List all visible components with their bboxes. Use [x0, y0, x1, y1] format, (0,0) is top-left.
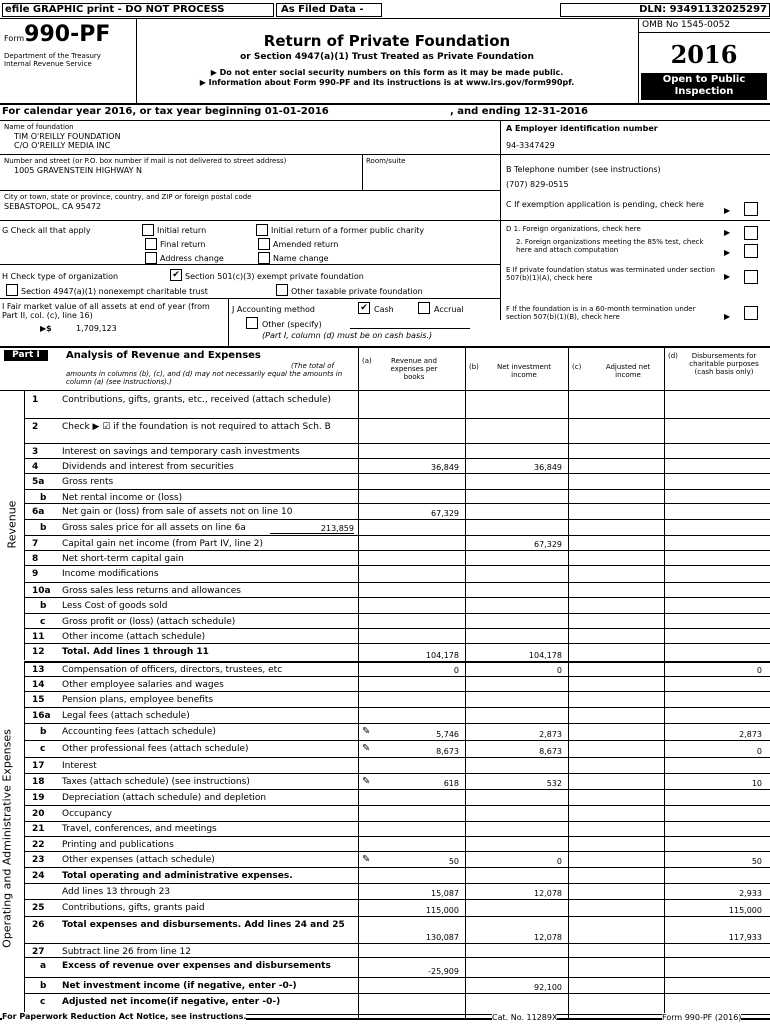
- open-to-public: Open to Public Inspection: [641, 73, 767, 100]
- fmv-arrow-icon: ▶$: [40, 324, 52, 333]
- amount-col-b: 8,673: [539, 747, 562, 756]
- e-checkbox[interactable]: [744, 270, 758, 284]
- row-divider: [24, 707, 770, 708]
- line-number: 13: [32, 665, 45, 675]
- line-number: c: [40, 997, 46, 1007]
- department: Department of the Treasury Internal Revenue Service: [4, 52, 101, 68]
- initial-return-label: Initial return: [157, 226, 207, 235]
- line-description: Adjusted net income(if negative, enter -0-): [62, 997, 281, 1007]
- row-divider: [24, 519, 770, 520]
- e-arrow-icon: ▶: [724, 272, 731, 281]
- row-divider: [24, 443, 770, 444]
- row-divider: [24, 740, 770, 741]
- line-number: 26: [32, 920, 45, 930]
- line-number: 15: [32, 695, 45, 705]
- amount-col-a: 130,087: [425, 933, 459, 942]
- cash-checkbox[interactable]: ✔: [358, 302, 370, 314]
- amount-col-d: 10: [751, 779, 762, 788]
- row-divider: [24, 789, 770, 790]
- amount-col-b: 0: [556, 666, 562, 675]
- line-description: Total expenses and disbursements. Add lines 24 and 25: [62, 920, 345, 930]
- address-change-label: Address change: [160, 254, 224, 263]
- row-divider: [24, 899, 770, 900]
- amount-col-b: 12,078: [534, 889, 562, 898]
- row-divider: [24, 957, 770, 958]
- row-divider: [24, 597, 770, 598]
- amount-col-b: 532: [546, 779, 562, 788]
- line-description: Other professional fees (attach schedule): [62, 744, 249, 754]
- cash-basis-note: (Part I, column (d) must be on cash basis.): [262, 331, 433, 340]
- line-description: Compensation of officers, directors, trustees, etc: [62, 665, 283, 675]
- line-number: 2: [32, 422, 39, 432]
- line-number: c: [40, 744, 46, 754]
- row-divider: [24, 993, 770, 994]
- other-method-checkbox[interactable]: [246, 317, 258, 329]
- line-description: Net gain or (loss) from sale of assets not on line 10: [62, 507, 293, 517]
- line-number: 7: [32, 539, 39, 549]
- name-label: Name of foundation: [4, 123, 74, 131]
- line-number: b: [40, 493, 47, 503]
- ssn-note: ▶ Do not enter social security numbers on this form as it may be made public.: [210, 68, 564, 77]
- line-description: Net short-term capital gain: [62, 554, 184, 564]
- line-number: 18: [32, 777, 45, 787]
- row-divider: [24, 916, 770, 917]
- row-divider: [24, 489, 770, 490]
- col-d-header: Disbursements for charitable purposes (cash basis only): [689, 352, 759, 376]
- amount-col-a: 8,673: [436, 747, 459, 756]
- 501c3-checkbox[interactable]: ✔: [170, 269, 182, 281]
- ein: 94-3347429: [506, 141, 555, 150]
- omb-number: OMB No 1545-0052: [642, 20, 731, 30]
- row-divider: [24, 458, 770, 459]
- line-number: 4: [32, 462, 39, 472]
- tax-year: 2016: [670, 40, 738, 69]
- other-taxable-label: Other taxable private foundation: [291, 287, 423, 296]
- line-description: Net investment income (if negative, enter -0-): [62, 981, 297, 991]
- line-number: 6a: [32, 507, 45, 517]
- expenses-side-label: Operating and Administrative Expenses: [0, 729, 14, 948]
- part-i-tag: Part I: [4, 350, 48, 361]
- line-number: 27: [32, 947, 45, 957]
- row-divider: [24, 977, 770, 978]
- amount-col-b: 104,178: [528, 651, 562, 660]
- i-label: I Fair market value of all assets at end of year (from Part II, col. (c), line 16): [2, 302, 210, 320]
- amount-col-a: 36,849: [431, 463, 459, 472]
- dln: DLN: 93491132025297: [560, 3, 770, 17]
- line-number: 22: [32, 840, 45, 850]
- d1-arrow-icon: ▶: [724, 228, 731, 237]
- line-number: 9: [32, 569, 39, 579]
- name-change-checkbox[interactable]: [258, 252, 270, 264]
- cash-label: Cash: [374, 305, 394, 314]
- accrual-checkbox[interactable]: [418, 302, 430, 314]
- line-description: Other employee salaries and wages: [62, 680, 224, 690]
- row-divider: [24, 550, 770, 551]
- efile-banner: efile GRAPHIC print - DO NOT PROCESS: [2, 3, 274, 17]
- row-divider: [24, 582, 770, 583]
- row-divider: [24, 723, 770, 724]
- line-number: c: [40, 617, 46, 627]
- street-address: 1005 GRAVENSTEIN HIGHWAY N: [14, 166, 143, 175]
- row-divider: [24, 883, 770, 884]
- amount-col-d: 2,873: [739, 730, 762, 739]
- calendar-ending: , and ending 12-31-2016: [450, 106, 588, 117]
- paperwork-notice: For Paperwork Reduction Act Notice, see instructions.: [2, 1012, 247, 1021]
- row-divider: [24, 565, 770, 566]
- line-number: 11: [32, 632, 45, 642]
- line-description: Interest on savings and temporary cash investments: [62, 447, 300, 457]
- line-number: 5a: [32, 477, 45, 487]
- line-description: Total operating and administrative expenses.: [62, 871, 293, 881]
- line-number: b: [40, 727, 47, 737]
- line-description: Depreciation (attach schedule) and depletion: [62, 793, 267, 803]
- line-number: 20: [32, 809, 45, 819]
- amended-return-label: Amended return: [273, 240, 339, 249]
- amount-col-a: 67,329: [431, 509, 459, 518]
- 501c3-label: Section 501(c)(3) exempt private foundation: [185, 272, 364, 281]
- cat-number: Cat. No. 11289X: [492, 1013, 558, 1022]
- row-divider: [24, 836, 770, 837]
- line-number: 17: [32, 761, 45, 771]
- row-divider: [24, 943, 770, 944]
- amount-col-a: 104,178: [425, 651, 459, 660]
- part-i-title: Analysis of Revenue and Expenses: [66, 350, 261, 361]
- final-return-label: Final return: [160, 240, 206, 249]
- line-description: Net rental income or (loss): [62, 493, 183, 503]
- accrual-label: Accrual: [434, 305, 464, 314]
- inline-amount: 213,859: [270, 524, 354, 534]
- other-method-label: Other (specify): [262, 320, 322, 329]
- line-number: 23: [32, 855, 45, 865]
- line-number: b: [40, 601, 47, 611]
- attachment-icon[interactable]: ✎: [362, 776, 371, 787]
- line-description: Subtract line 26 from line 12: [62, 947, 191, 957]
- line-description: Dividends and interest from securities: [62, 462, 234, 472]
- f-label: F If the foundation is in a 60-month termination under section 507(b)(1)(B), check here: [506, 305, 696, 321]
- row-divider: [24, 661, 770, 663]
- row-divider: [24, 867, 770, 868]
- initial-return-checkbox[interactable]: [142, 224, 154, 236]
- amount-col-d: 117,933: [728, 933, 762, 942]
- row-divider: [24, 691, 770, 692]
- initial-former-checkbox[interactable]: [256, 224, 268, 236]
- amount-col-d: 0: [756, 666, 762, 675]
- f-checkbox[interactable]: [744, 306, 758, 320]
- phone: (707) 829-0515: [506, 180, 569, 189]
- fmv-value: 1,709,123: [76, 324, 117, 333]
- line-description: Printing and publications: [62, 840, 174, 850]
- line-description: Less Cost of goods sold: [62, 601, 168, 611]
- amount-col-b: 36,849: [534, 463, 562, 472]
- d2-arrow-icon: ▶: [724, 248, 731, 257]
- attachment-icon[interactable]: ✎: [362, 743, 371, 754]
- c-label: C If exemption application is pending, check here: [506, 200, 704, 209]
- amount-col-b: 2,873: [539, 730, 562, 739]
- f-arrow-icon: ▶: [724, 312, 731, 321]
- amount-col-b: 12,078: [534, 933, 562, 942]
- col-c-header: Adjusted net income: [605, 363, 651, 379]
- line-description: Income modifications: [62, 569, 159, 579]
- 4947-checkbox[interactable]: [6, 284, 18, 296]
- row-divider: [24, 805, 770, 806]
- d2-label: 2. Foreign organizations meeting the 85% test, check here and attach computation: [516, 238, 704, 254]
- amount-col-b: 0: [556, 857, 562, 866]
- info-note: ▶ Information about Form 990-PF and its instructions is at www.irs.gov/form990pf.: [199, 78, 575, 87]
- name-change-label: Name change: [273, 254, 329, 263]
- col-b-header: Net investment income: [496, 363, 552, 379]
- col-b-tag: (b): [469, 363, 479, 371]
- final-return-checkbox[interactable]: [145, 238, 157, 250]
- street-label: Number and street (or P.O. box number if mail is not delivered to street address): [4, 157, 287, 165]
- amount-col-d: 115,000: [728, 906, 762, 915]
- address-change-checkbox[interactable]: [145, 252, 157, 264]
- amount-col-a: -25,909: [428, 967, 459, 976]
- revenue-side-label: Revenue: [5, 500, 19, 549]
- row-divider: [24, 418, 770, 419]
- line-number: 1: [32, 395, 39, 405]
- col-a-tag: (a): [362, 357, 372, 365]
- d1-checkbox[interactable]: [744, 226, 758, 240]
- amount-col-a: 618: [443, 779, 459, 788]
- line-number: 10a: [32, 586, 51, 596]
- initial-former-label: Initial return of a former public charity: [271, 226, 425, 235]
- line-description: Interest: [62, 761, 97, 771]
- amended-return-checkbox[interactable]: [258, 238, 270, 250]
- row-divider: [24, 851, 770, 852]
- line-description: Taxes (attach schedule) (see instructions): [62, 777, 250, 787]
- line-description: Gross sales price for all assets on line 6a: [62, 523, 246, 533]
- row-divider: [24, 676, 770, 677]
- 4947-label: Section 4947(a)(1) nonexempt charitable trust: [21, 287, 208, 296]
- form-subtitle: or Section 4947(a)(1) Trust Treated as Private Foundation: [240, 52, 534, 62]
- line-description: Other expenses (attach schedule): [62, 855, 215, 865]
- line-description: Contributions, gifts, grants paid: [62, 903, 205, 913]
- row-divider: [24, 628, 770, 629]
- line-description: Add lines 13 through 23: [62, 887, 171, 897]
- line-number: 19: [32, 793, 45, 803]
- amount-col-d: 0: [756, 747, 762, 756]
- col-d-tag: (d): [668, 352, 678, 360]
- line-description: Travel, conferences, and meetings: [62, 824, 217, 834]
- line-description: Contributions, gifts, grants, etc., received (attach schedule): [62, 395, 332, 405]
- row-divider: [24, 535, 770, 536]
- row-divider: [24, 821, 770, 822]
- form-footer: Form 990-PF (2016): [662, 1013, 742, 1022]
- amount-col-a: 115,000: [425, 906, 459, 915]
- line-number: 3: [32, 447, 39, 457]
- attachment-icon[interactable]: ✎: [362, 726, 371, 737]
- city-label: City or town, state or province, country, and ZIP or foreign postal code: [4, 193, 252, 201]
- other-taxable-checkbox[interactable]: [276, 284, 288, 296]
- filed-data-banner: As Filed Data -: [276, 3, 382, 17]
- amount-col-a: 50: [448, 857, 459, 866]
- line-description: Total. Add lines 1 through 11: [62, 647, 209, 657]
- line-number: 12: [32, 647, 45, 657]
- row-divider: [24, 757, 770, 758]
- row-divider: [24, 643, 770, 644]
- part-i-desc: (The total of amounts in columns (b), (c), and (d) may not necessarily equal the amounts in column (a) (see instructions).): [66, 362, 343, 386]
- row-divider: [24, 473, 770, 474]
- amount-col-d: 50: [751, 857, 762, 866]
- d1-label: D 1. Foreign organizations, check here: [506, 225, 641, 233]
- foundation-careof: C/O O'REILLY MEDIA INC: [14, 141, 111, 150]
- room-label: Room/suite: [366, 157, 406, 165]
- line-description: Check ▶ ☑ if the foundation is not required to attach Sch. B: [62, 422, 331, 432]
- line-description: Gross profit or (loss) (attach schedule): [62, 617, 236, 627]
- line-number: 16a: [32, 711, 51, 721]
- line-number: 24: [32, 871, 45, 881]
- line-number: 8: [32, 554, 39, 564]
- calendar-year: For calendar year 2016, or tax year beginning 01-01-2016: [2, 106, 329, 117]
- line-number: b: [40, 523, 47, 533]
- h-label: H Check type of organization: [2, 272, 119, 281]
- foundation-name: TIM O'REILLY FOUNDATION: [14, 132, 121, 141]
- line-description: Other income (attach schedule): [62, 632, 206, 642]
- phone-label: B Telephone number (see instructions): [506, 165, 661, 174]
- line-description: Gross rents: [62, 477, 114, 487]
- line-number: b: [40, 981, 47, 991]
- city: SEBASTOPOL, CA 95472: [4, 202, 102, 211]
- line-description: Accounting fees (attach schedule): [62, 727, 216, 737]
- amount-col-b: 92,100: [534, 983, 562, 992]
- attachment-icon[interactable]: ✎: [362, 854, 371, 865]
- amount-col-b: 67,329: [534, 540, 562, 549]
- row-divider: [24, 613, 770, 614]
- line-description: Legal fees (attach schedule): [62, 711, 190, 721]
- g-label: G Check all that apply: [2, 226, 91, 235]
- amount-col-a: 5,746: [436, 730, 459, 739]
- line-number: a: [40, 961, 47, 971]
- line-description: Gross sales less returns and allowances: [62, 586, 241, 596]
- e-label: E If private foundation status was terminated under section 507(b)(1)(A), check here: [506, 266, 715, 282]
- line-description: Excess of revenue over expenses and disbursements: [62, 961, 331, 971]
- ein-label: A Employer identification number: [506, 124, 658, 133]
- line-description: Pension plans, employee benefits: [62, 695, 214, 705]
- line-description: Occupancy: [62, 809, 112, 819]
- j-label: J Accounting method: [232, 305, 316, 314]
- c-checkbox[interactable]: [744, 202, 758, 216]
- amount-col-a: 15,087: [431, 889, 459, 898]
- col-a-header: Revenue and expenses per books: [390, 357, 438, 381]
- line-number: 21: [32, 824, 45, 834]
- amount-col-a: 0: [453, 666, 459, 675]
- row-divider: [24, 503, 770, 504]
- form-title: Return of Private Foundation: [263, 32, 511, 50]
- col-c-tag: (c): [572, 363, 582, 371]
- d2-checkbox[interactable]: [744, 244, 758, 258]
- form-number: Form990-PF: [4, 22, 111, 47]
- line-description: Capital gain net income (from Part IV, line 2): [62, 539, 263, 549]
- row-divider: [24, 773, 770, 774]
- line-number: 14: [32, 680, 45, 690]
- amount-col-d: 2,933: [739, 889, 762, 898]
- line-number: 25: [32, 903, 45, 913]
- c-arrow-icon: ▶: [724, 206, 731, 215]
